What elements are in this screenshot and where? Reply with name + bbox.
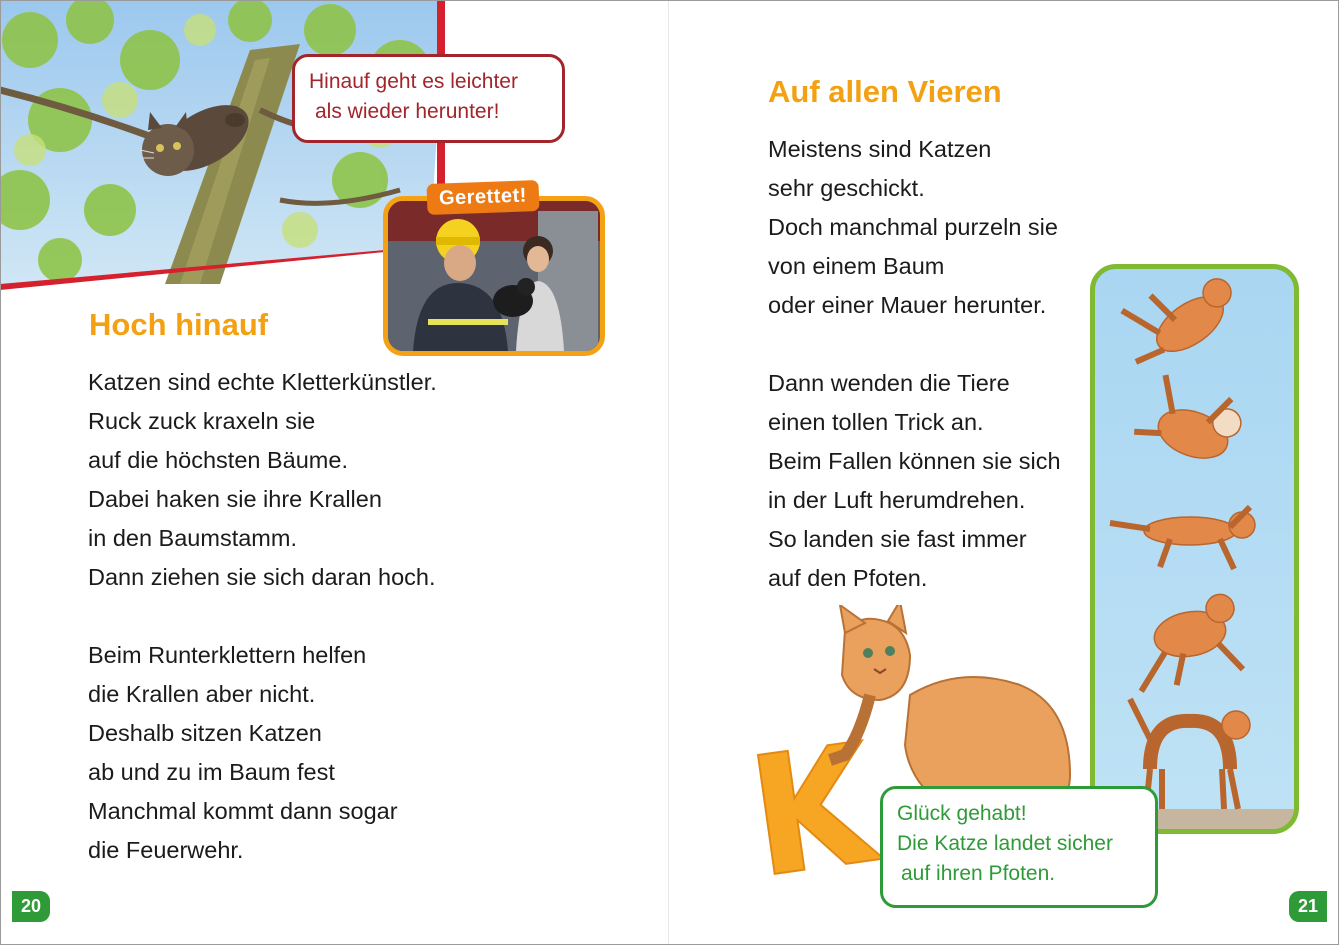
falling-cat-1 <box>1107 269 1245 378</box>
speech-bubble-climb <box>292 54 565 143</box>
falling-cat-4 <box>1127 592 1246 691</box>
text-line: oder einer Mauer herunter. <box>768 292 1047 318</box>
text-line: Ruck zuck kraxeln sie <box>88 408 316 434</box>
text-line: Meistens sind Katzen <box>768 136 992 162</box>
paragraph-climbing <box>88 363 437 597</box>
falling-cat-sequence-image <box>1095 269 1294 829</box>
speech-line: als wieder herunter! <box>315 100 500 123</box>
falling-cat-2 <box>1133 372 1248 469</box>
text-line: die Feuerwehr. <box>88 837 244 863</box>
text-line: Deshalb sitzen Katzen <box>88 720 322 746</box>
text-line: Doch manchmal purzeln sie <box>768 214 1058 240</box>
text-line: Manchmal kommt dann sogar <box>88 798 398 824</box>
heading-hoch-hinauf: Hoch hinauf <box>89 307 269 342</box>
firefighter-image <box>388 201 600 351</box>
text-line: sehr geschickt. <box>768 175 925 201</box>
speech-bubble-lucky <box>880 786 1158 908</box>
paragraph-trick <box>768 364 1061 598</box>
text-line: Beim Runterklettern helfen <box>88 642 367 668</box>
firefighter-rescue-photo <box>383 196 605 356</box>
speech-line: Hinauf geht es leichter <box>309 70 518 93</box>
left-page <box>0 0 669 945</box>
text-line: So landen sie fast immer <box>768 526 1027 552</box>
book-spine <box>668 0 669 945</box>
speech-line: Die Katze landet sicher <box>897 832 1113 855</box>
text-line: Katzen sind echte Kletterkünstler. <box>88 369 437 395</box>
text-line: Dann ziehen sie sich daran hoch. <box>88 564 436 590</box>
paragraph-stuck <box>88 636 398 870</box>
text-line: Dann wenden die Tiere <box>768 370 1010 396</box>
text-line: in den Baumstamm. <box>88 525 297 551</box>
text-line: auf den Pfoten. <box>768 565 928 591</box>
falling-cat-sequence-panel <box>1090 264 1299 834</box>
heading-auf-allen-vieren: Auf allen Vieren <box>768 74 1002 109</box>
cat-in-tree-image <box>0 0 445 290</box>
text-line: einen tollen Trick an. <box>768 409 984 435</box>
text-line: Beim Fallen können sie sich <box>768 448 1061 474</box>
text-line: Dabei haken sie ihre Krallen <box>88 486 382 512</box>
speech-line: auf ihren Pfoten. <box>901 862 1056 885</box>
speech-line: Glück gehabt! <box>897 802 1027 825</box>
paragraph-falling <box>768 130 1058 325</box>
text-line: von einem Baum <box>768 253 945 279</box>
text-line: in der Luft herumdrehen. <box>768 487 1026 513</box>
page-number-left: 20 <box>12 891 50 922</box>
page-number-right: 21 <box>1289 891 1327 922</box>
rescued-tag: Gerettet! <box>426 180 539 215</box>
text-line: ab und zu im Baum fest <box>88 759 335 785</box>
falling-cat-3 <box>1110 507 1255 569</box>
text-line: die Krallen aber nicht. <box>88 681 316 707</box>
text-line: auf die höchsten Bäume. <box>88 447 348 473</box>
cat-in-tree-photo <box>0 0 445 290</box>
